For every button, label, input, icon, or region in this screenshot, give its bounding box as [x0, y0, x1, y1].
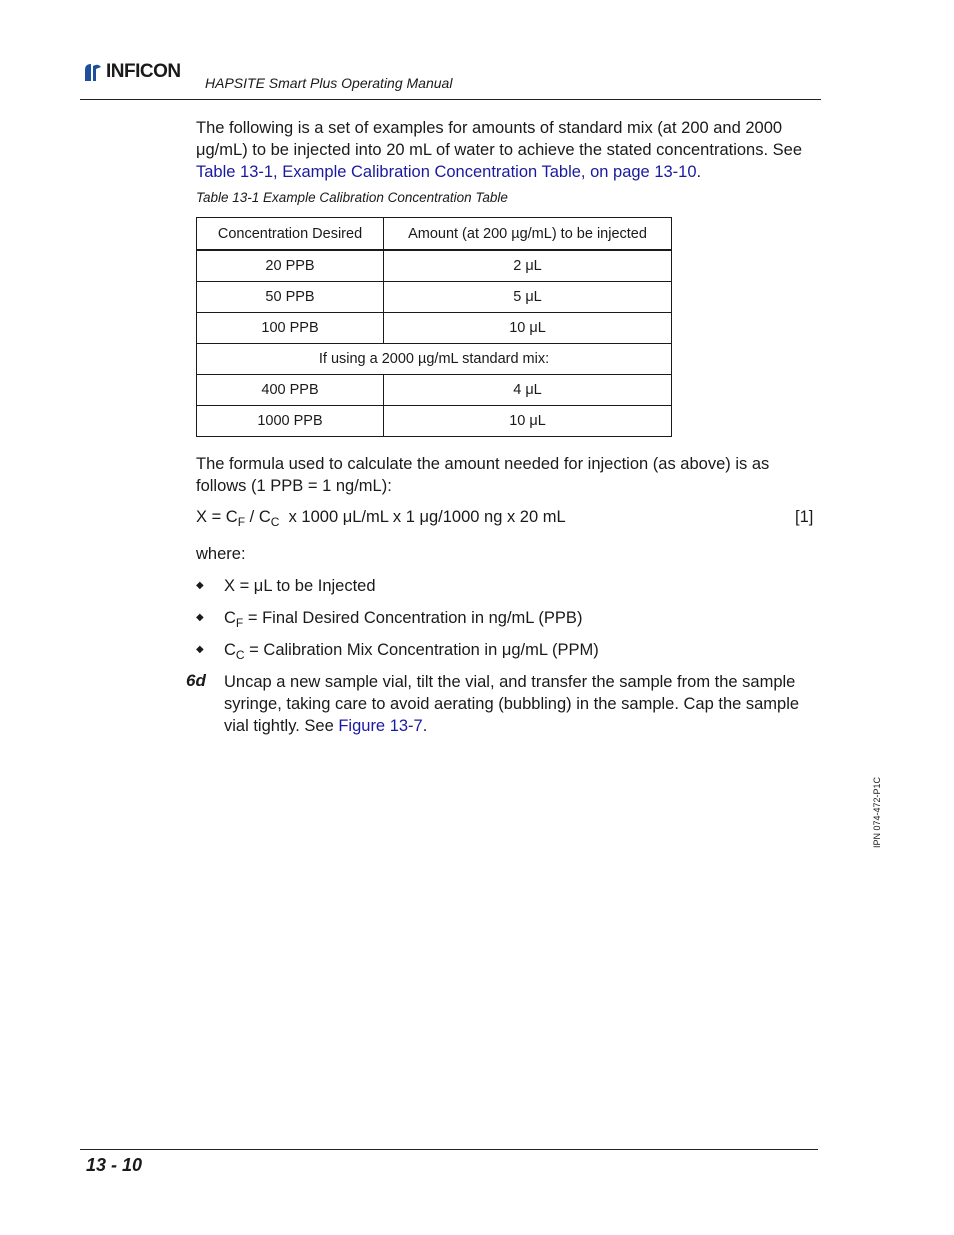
ipn-side-label: IPN 074-472-P1C: [872, 776, 882, 848]
diamond-bullet-icon: ◆: [196, 612, 204, 623]
list-item: [196, 607, 582, 634]
formula-mid: / C: [245, 508, 271, 526]
list-item: [196, 639, 599, 666]
step-text: Uncap a new sample vial, tilt the vial, and transfer the sample from the sample syringe, taking care to avoid aerating (bubbling) in the sample. Cap the sample vial tightly. See Figure 13-7.: [224, 673, 800, 735]
inficon-logo: [82, 60, 181, 84]
cell-concentration: 1000 PPB: [197, 406, 384, 437]
table-row: [197, 406, 672, 437]
formula-sub-f: F: [237, 515, 246, 529]
brand-name: INFICON: [106, 61, 181, 82]
page-number: 13 - 10: [86, 1155, 143, 1175]
cell-amount: 4 μL: [384, 375, 672, 406]
header-amount: Amount (at 200 µg/mL) to be injected: [384, 218, 672, 251]
inficon-logo-icon: [82, 61, 104, 83]
header-concentration: Concentration Desired: [197, 218, 384, 251]
table-row: [197, 250, 672, 282]
cell-amount: 10 μL: [384, 406, 672, 437]
diamond-bullet-icon: ◆: [196, 644, 204, 655]
intro-paragraph: [196, 117, 821, 183]
cell-concentration: 100 PPB: [197, 313, 384, 344]
formula-lhs: X = C: [196, 508, 238, 526]
calibration-table: [196, 217, 672, 437]
table-span-row: [197, 344, 672, 375]
cell-concentration: 400 PPB: [197, 375, 384, 406]
figure-reference-link[interactable]: Figure 13-7: [338, 717, 423, 735]
bullet-text: X = μL to be Injected: [224, 577, 376, 595]
table-reference-link[interactable]: Table 13-1, Example Calibration Concentration Table, on page 13-10: [196, 163, 697, 181]
table-header-row: [197, 218, 672, 251]
where-label: where:: [196, 545, 246, 563]
formula-sub-c: C: [270, 515, 280, 529]
intro-after: .: [696, 163, 702, 181]
formula-intro: The formula used to calculate the amount needed for injection (as above) is as follows (1 PPB = 1 ng/mL):: [196, 455, 770, 495]
cell-concentration: 20 PPB: [197, 250, 384, 282]
footer-divider: [80, 1149, 818, 1150]
cell-amount: 2 μL: [384, 250, 672, 282]
cell-concentration: 50 PPB: [197, 282, 384, 313]
bullet-text: $C_F$ = Final Desired Concentration in ng/mL (PPB): [224, 609, 583, 630]
table-caption: Table 13-1 Example Calibration Concentration Table: [196, 190, 508, 205]
table-row: [197, 282, 672, 313]
step-number: 6d: [186, 671, 206, 690]
intro-text: The following is a set of examples for amounts of standard mix (at 200 and 2000 μg/mL) to be injected into 20 mL of water to achieve the stated concentrations. See: [196, 119, 802, 159]
list-item: [196, 575, 376, 597]
table-row: [197, 313, 672, 344]
cell-amount: 10 μL: [384, 313, 672, 344]
bullet-text: $C_C$ = Calibration Mix Concentration in μg/mL (PPM): [224, 641, 599, 662]
diamond-bullet-icon: ◆: [196, 580, 204, 591]
manual-title: HAPSITE Smart Plus Operating Manual: [205, 75, 453, 91]
cell-amount: 5 μL: [384, 282, 672, 313]
formula: [196, 508, 566, 529]
formula-rhs: x 1000 μL/mL x 1 μg/1000 ng x 20 mL: [279, 508, 566, 526]
cell-span-note: If using a 2000 µg/mL standard mix:: [197, 344, 672, 375]
equation-number: [1]: [795, 508, 814, 526]
table-row: [197, 375, 672, 406]
header-divider: [80, 99, 821, 100]
